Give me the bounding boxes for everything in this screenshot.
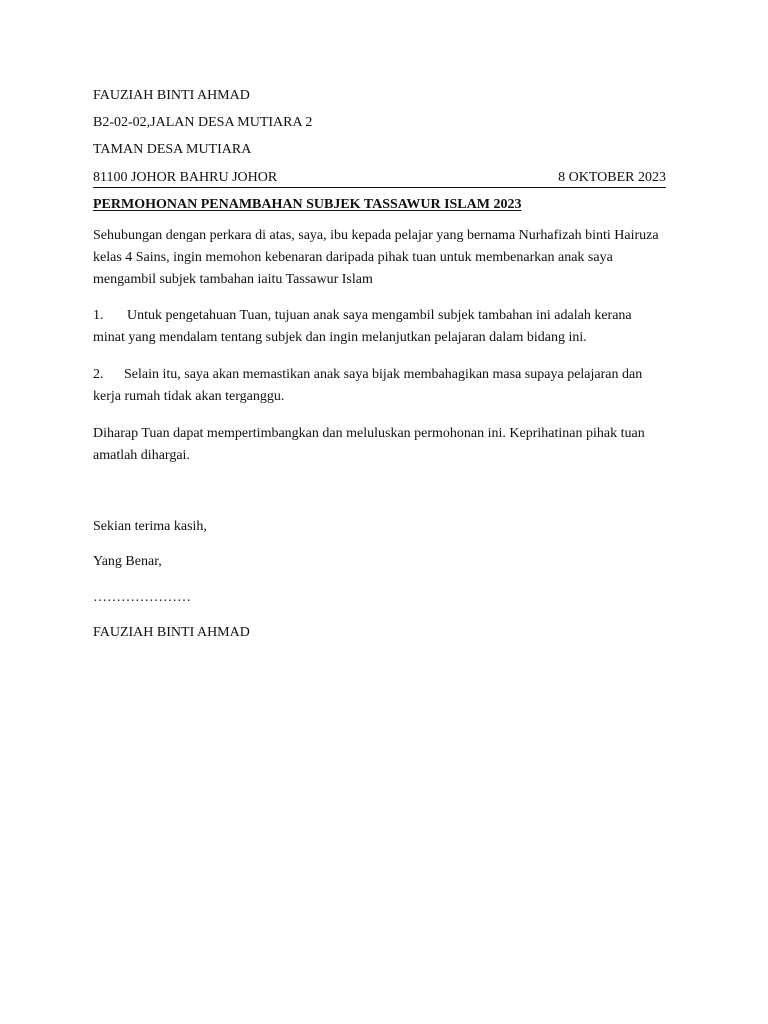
- address-date-row: [93, 169, 666, 188]
- closing-line-1: Diharap Tuan dapat mempertimbangkan dan meluluskan permohonan ini. Keprihatinan pihak tuan: [93, 426, 645, 441]
- intro-line-3: mengambil subjek tambahan iaitu Tassawur Islam: [93, 272, 373, 287]
- intro-line-1: Sehubungan dengan perkara di atas, saya, ibu kepada pelajar yang bernama Nurhafizah binti Hairuza: [93, 228, 659, 243]
- point-1-paragraph: [93, 305, 673, 349]
- point-2-paragraph: [93, 364, 673, 408]
- point-1-line-1: Untuk pengetahuan Tuan, tujuan anak saya mengambil subjek tambahan ini adalah kerana: [127, 308, 632, 323]
- intro-paragraph: [93, 225, 673, 291]
- point-2-line-2: kerja rumah tidak akan terganggu.: [93, 389, 285, 404]
- closing-line-2: amatlah dihargai.: [93, 448, 190, 463]
- intro-line-2: kelas 4 Sains, ingin memohon kebenaran daripada pihak tuan untuk membenarkan anak saya: [93, 250, 613, 265]
- signoff-yours: Yang Benar,: [93, 554, 162, 569]
- point-1-line-2: minat yang mendalam tentang subjek dan ingin melanjutkan pelajaran dalam bidang ini.: [93, 330, 587, 345]
- signoff-name: FAUZIAH BINTI AHMAD: [93, 625, 250, 640]
- point-2-number: 2.: [93, 367, 104, 382]
- signature-line: …………………: [93, 590, 191, 605]
- sender-address-line2: TAMAN DESA MUTIARA: [93, 142, 252, 157]
- signoff-thanks: Sekian terima kasih,: [93, 519, 207, 534]
- sender-name: FAUZIAH BINTI AHMAD: [93, 88, 250, 103]
- closing-paragraph: [93, 423, 673, 467]
- point-1-number: 1.: [93, 308, 104, 323]
- sender-address-line3: 81100 JOHOR BAHRU JOHOR: [93, 170, 278, 185]
- letter-date: 8 OKTOBER 2023: [558, 170, 666, 185]
- point-2-line-1: Selain itu, saya akan memastikan anak saya bijak membahagikan masa supaya pelajaran dan: [124, 367, 643, 382]
- letter-subject: PERMOHONAN PENAMBAHAN SUBJEK TASSAWUR ISLAM 2023: [93, 197, 522, 212]
- sender-address-line1: B2-02-02,JALAN DESA MUTIARA 2: [93, 115, 313, 130]
